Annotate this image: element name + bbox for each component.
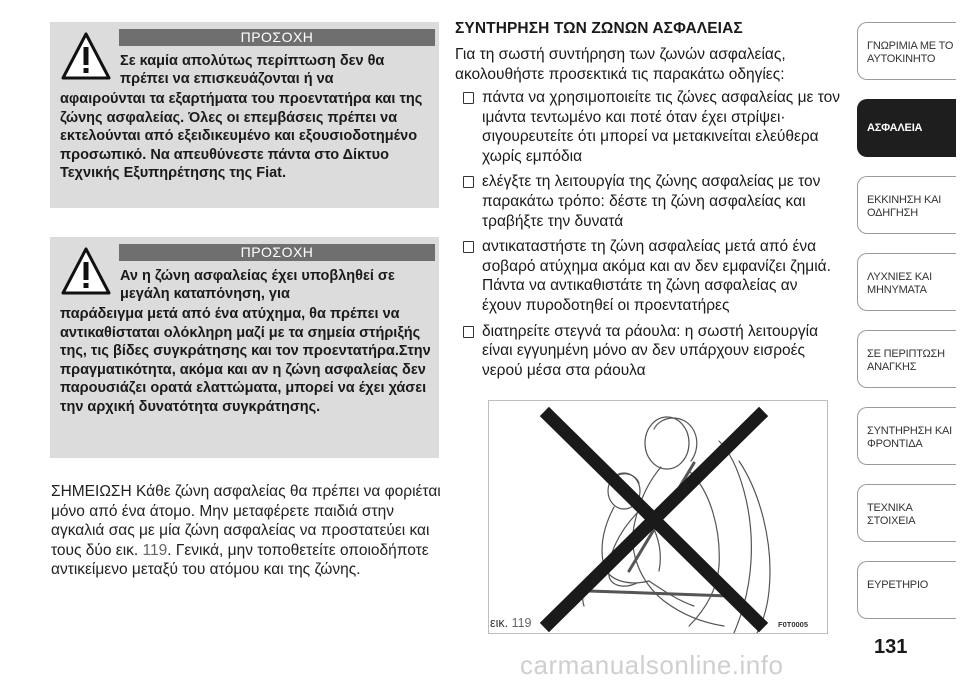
list-item-text: πάντα να χρησιμοποιείτε τις ζώνες ασφαλείας με τον ιμάντα τεντωμένο και ποτέ όταν έχει στρίψει· σιγουρευτείτε ότι μπορεί να μετακινείται ελεύθερα χωρίς εμπόδια (482, 89, 840, 165)
warning-lead-text: Αν η ζώνη ασφαλείας έχει υποβληθεί σε μεγάλη καταπόνηση, για (120, 268, 395, 302)
list-item-text: ελέγξτε τη λειτουργία της ζώνης ασφαλείας με τον παρακάτω τρόπο: δέστε τη ζώνη ασφαλείας και τραβήξτε την δυνατά (482, 173, 821, 230)
tab-index[interactable]: ΕΥΡΕΤΗΡΙΟ (857, 561, 956, 619)
list-item (455, 322, 840, 381)
note-paragraph (51, 482, 443, 580)
warning-box-1 (50, 22, 439, 208)
list-item (455, 237, 840, 315)
warning-heading: ΠΡΟΣΟΧΗ (119, 244, 435, 261)
tab-technical-data[interactable]: ΤΕΧΝΙΚΑ ΣΤΟΙΧΕΙΑ (857, 484, 956, 542)
figure-119 (488, 400, 828, 634)
note-text-continued: . Γενικά, μην τοποθετείτε οποιοδήποτε αντικείμενο μεταξύ του ατόμου και της ζώνης. (51, 541, 429, 579)
list-item (455, 88, 840, 166)
warning-lead-text: Σε καμία απολύτως περίπτωση δεν θα πρέπει να επισκευάζονται ή να (120, 53, 385, 87)
caption-number: 119 (511, 616, 532, 630)
figure-reference-link[interactable]: 119 (142, 541, 168, 559)
tab-maintenance[interactable]: ΣΥΝΤΗΡΗΣΗ ΚΑΙ ΦΡΟΝΤΙΔΑ (857, 407, 956, 465)
list-item-text: αντικαταστήστε τη ζώνη ασφαλείας μετά από ένα σοβαρό ατύχημα ακόμα και αν δεν εμφανίζει ζημιά. Πάντα να αντικαθιστάτε τη ζώνη ασφαλείας αν έχουν πυροδοτηθεί οι προεντατήρες (482, 238, 831, 314)
warning-heading: ΠΡΟΣΟΧΗ (119, 29, 435, 46)
maintenance-list (455, 88, 840, 386)
checkbox-bullet-icon (463, 326, 474, 338)
figure-code: F0T0005 (778, 620, 809, 629)
figure-caption (490, 616, 532, 630)
tab-emergency[interactable]: ΣΕ ΠΕΡΙΠΤΩΣΗ ΑΝΑΓΚΗΣ (857, 330, 956, 388)
checkbox-bullet-icon (463, 92, 474, 104)
page-number: 131 (874, 636, 908, 658)
tab-safety[interactable]: ΑΣΦΑΛΕΙΑ (857, 99, 956, 157)
tab-starting-driving[interactable]: ΕΚΚΙΝΗΣΗ ΚΑΙ ΟΔΗΓΗΣΗ (857, 176, 956, 234)
caption-prefix: εικ. (490, 616, 509, 630)
list-item-text: διατηρείτε στεγνά τα ράουλα: η σωστή λειτουργία είναι εγγυημένη μόνο αν δεν υπάρχουν εισροές νερού μέσα στα ράουλα (482, 322, 819, 379)
warning-body-text: παράδειγμα μετά από ένα ατύχημα, θα πρέπει να αντικαθίσταται ολόκληρη μαζί με τα σημεία στήριξής της, τις βίδες συγκράτησης και τον προεντατήρα.Στην πραγματικότητα, ακόμα και αν η ζώνη ασφαλείας δεν παρουσιάζει ορατά ελαττώματα, μπορεί να έχει χάσει την αρχική δυνατότητα συγκράτησης. (60, 306, 431, 415)
warning-box-2 (50, 237, 439, 458)
section-title: ΣΥΝΤΗΡΗΣΗ ΤΩΝ ΖΩΝΩΝ ΑΣΦΑΛΕΙΑΣ (455, 20, 743, 37)
child-on-lap-illustration (489, 401, 827, 633)
list-item (455, 172, 840, 231)
checkbox-bullet-icon (463, 176, 474, 188)
tab-lights-messages[interactable]: ΛΥΧΝΙΕΣ ΚΑΙ ΜΗΝΥΜΑΤΑ (857, 253, 956, 311)
warning-body-text: αφαιρούνται τα εξαρτήματα του προεντατήρα και της ζώνης ασφαλείας. Όλες οι επεμβάσεις πρέπει να εκτελούνται από εξειδικευμένο και εξουσιοδοτημένο προσωπικό. Να απευθύνεστε πάντα στο Δίκτυο Τεχνικής Εξυπηρέτησης της Fiat. (60, 91, 423, 181)
warning-triangle-icon (61, 32, 111, 80)
warning-triangle-icon (61, 247, 111, 295)
watermark: carmanualsonline.info (520, 650, 784, 680)
note-text: ΣΗΜΕΙΩΣΗ Κάθε ζώνη ασφαλείας θα πρέπει να φοριέται μόνο από ένα άτομο. Μην μεταφέρετε παιδιά στην αγκαλιά σας με μία ζώνη ασφαλείας να προστατεύει και τους δύο εικ. (51, 483, 441, 559)
checkbox-bullet-icon (463, 241, 474, 253)
tab-getting-to-know[interactable]: ΓΝΩΡΙΜΙΑ ΜΕ ΤΟ ΑΥΤΟΚΙΝΗΤΟ (857, 22, 956, 80)
section-intro: Για τη σωστή συντήρηση των ζωνών ασφαλείας, ακολουθήστε προσεκτικά τις παρακάτω οδηγίες: (455, 46, 786, 83)
